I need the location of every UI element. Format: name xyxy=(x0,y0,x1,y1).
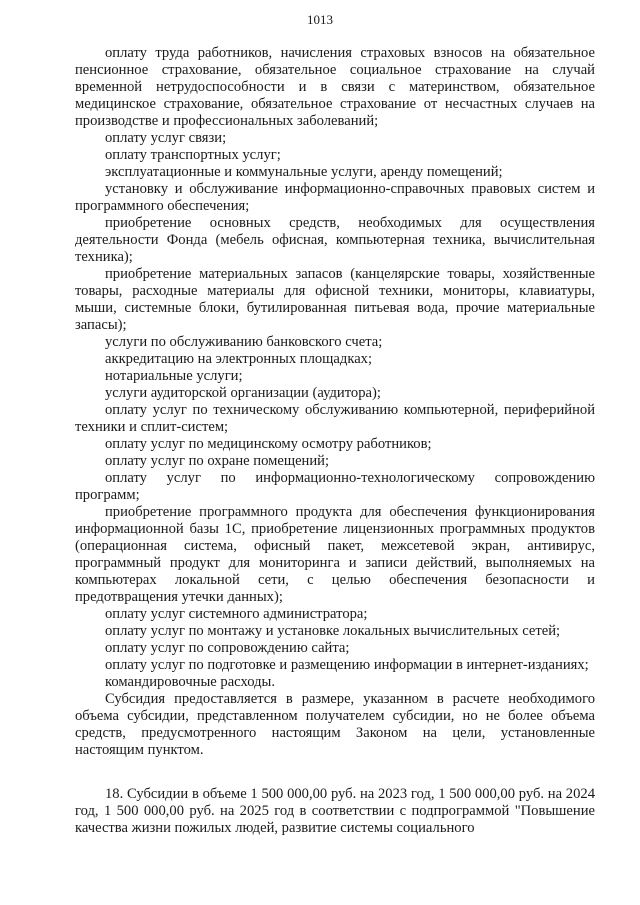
paragraph: оплату труда работников, начисления страховых взносов на обязательное пенсионное страхование, обязательное социальное страхование на случай временной нетрудоспособности и в связи с материнством, обязательное медицинское страхование, обязательное страхование от несчастных случаев на производстве и профессиональных заболеваний; xyxy=(75,45,595,129)
paragraph: оплату услуг по медицинскому осмотру работников; xyxy=(105,436,432,452)
document-body xyxy=(75,45,595,837)
paragraph: оплату услуг по техническому обслуживанию компьютерной, периферийной техники и сплит-систем; xyxy=(75,402,595,435)
paragraph: услуги по обслуживанию банковского счета; xyxy=(105,334,383,350)
paragraph: установку и обслуживание информационно-справочных правовых систем и программного обеспечения; xyxy=(75,181,595,214)
paragraph: приобретение программного продукта для обеспечения функционирования информационной базы 1С, приобретение лицензионных программных продуктов (операционная система, офисный пакет, межсетевой экран, антивирус, программный продукт для мониторинга и записи действий, выполняемых на компьютерах локальной сети, с целью обеспечения безопасности и предотвращения утечки данных); xyxy=(75,504,595,605)
paragraph: командировочные расходы. xyxy=(105,674,275,690)
page-number: 1013 xyxy=(307,12,333,27)
paragraph: Субсидия предоставляется в размере, указанном в расчете необходимого объема субсидии, представленном получателем субсидии, но не более объема средств, предусмотренного настоящим Законом на цели, установленные настоящим пунктом. xyxy=(75,691,595,758)
paragraph: услуги аудиторской организации (аудитора); xyxy=(105,385,381,401)
paragraph: эксплуатационные и коммунальные услуги, аренду помещений; xyxy=(105,164,503,180)
paragraph: оплату транспортных услуг; xyxy=(105,147,281,163)
paragraph: оплату услуг по сопровождению сайта; xyxy=(105,640,350,656)
paragraph: приобретение основных средств, необходимых для осуществления деятельности Фонда (мебель офисная, компьютерная техника, вычислительная техника); xyxy=(75,215,595,265)
paragraph: оплату услуг по подготовке и размещению информации в интернет-изданиях; xyxy=(105,657,589,673)
paragraph: оплату услуг по охране помещений; xyxy=(105,453,330,469)
paragraph: аккредитацию на электронных площадках; xyxy=(105,351,373,367)
paragraph: 18. Субсидии в объеме 1 500 000,00 руб. на 2023 год, 1 500 000,00 руб. на 2024 год, 1 500 000,00 руб. на 2025 год в соответствии с подпрограммой "Повышение качества жизни пожилых людей, развитие системы социального xyxy=(75,786,595,836)
paragraph: оплату услуг по монтажу и установке локальных вычислительных сетей; xyxy=(105,623,561,639)
paragraph: нотариальные услуги; xyxy=(105,368,243,384)
paragraph: оплату услуг связи; xyxy=(105,130,227,146)
paragraph: оплату услуг системного администратора; xyxy=(105,606,368,622)
paragraph: приобретение материальных запасов (канцелярские товары, хозяйственные товары, расходные материалы для офисной техники, мониторы, клавиатуры, мыши, системные блоки, бутилированная питьевая вода, прочие материальные запасы); xyxy=(75,266,595,333)
paragraph: оплату услуг по информационно-технологическому сопровождению программ; xyxy=(75,470,595,503)
